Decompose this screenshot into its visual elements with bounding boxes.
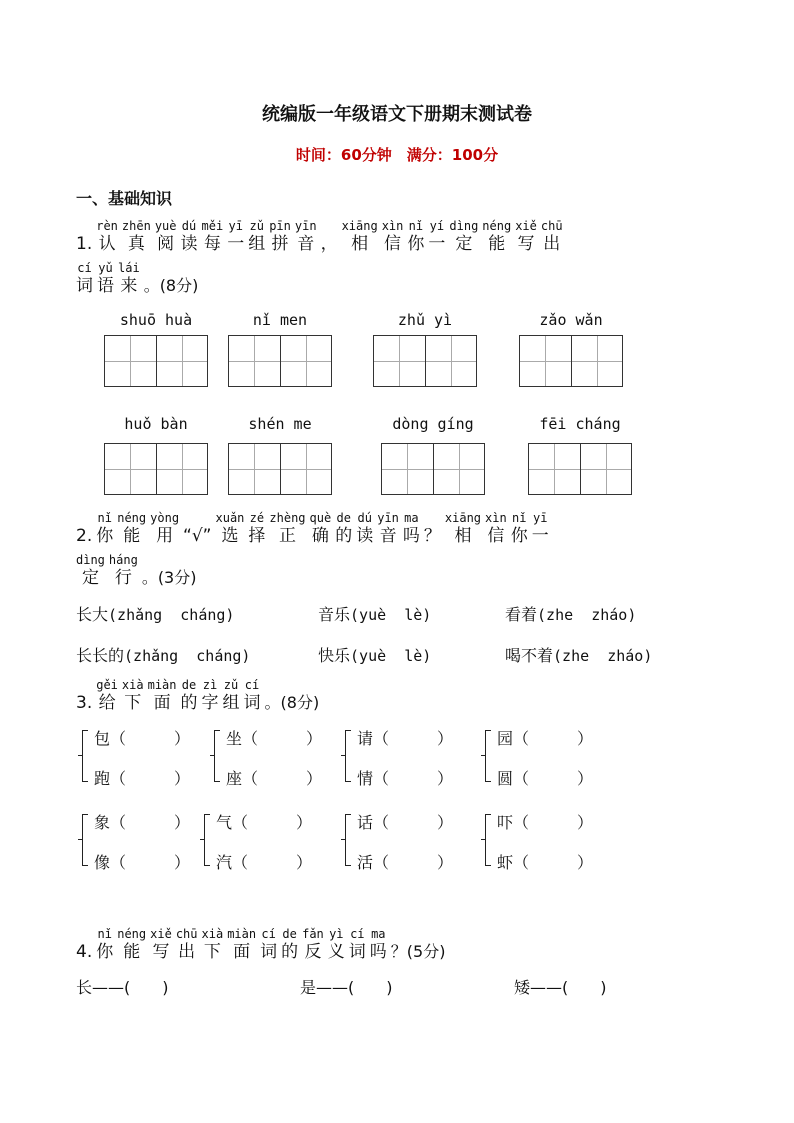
pinyin: néng xyxy=(117,927,147,941)
pinyin-char xyxy=(118,261,140,297)
pinyin: dìng xyxy=(449,219,479,233)
pinyin: miàn xyxy=(227,927,257,941)
hanzi: 2. xyxy=(76,526,93,546)
antonym-blank[interactable]: 是——( ) xyxy=(300,978,393,997)
pinyin-option[interactable] xyxy=(318,643,431,666)
pinyin: xià xyxy=(121,678,144,692)
hanzi: 用 xyxy=(156,526,174,546)
pinyin-char xyxy=(176,927,198,963)
hanzi: 词 xyxy=(348,942,366,962)
page-title: 统编版一年级语文下册期末测试卷 xyxy=(262,104,532,125)
hanzi: 给 xyxy=(98,693,116,713)
hanzi: 你 xyxy=(407,234,425,254)
pinyin: cí xyxy=(261,927,276,941)
pinyin-char xyxy=(202,927,224,963)
pinyin-char xyxy=(76,927,92,963)
hanzi: 你 xyxy=(510,526,528,546)
pinyin: yīn xyxy=(377,511,399,525)
writing-grid[interactable] xyxy=(519,335,623,387)
pinyin: zǔ xyxy=(249,219,264,233)
word-group xyxy=(345,810,465,870)
pinyin-char xyxy=(97,261,114,297)
pinyin: yī xyxy=(532,511,548,525)
writing-grid[interactable] xyxy=(104,335,208,387)
pinyin: dìng xyxy=(76,553,105,567)
q2-line2-words xyxy=(76,553,142,589)
hanzi: 的 xyxy=(335,526,353,546)
pinyin: xiě xyxy=(515,219,537,233)
pinyin: yòng xyxy=(150,511,180,525)
box-label: shuō huà xyxy=(119,311,193,329)
pinyin: xià xyxy=(201,927,224,941)
hanzi: 认 xyxy=(98,234,116,254)
pinyin: háng xyxy=(108,553,138,567)
pinyin: yī xyxy=(228,219,243,233)
pinyin: zé xyxy=(249,511,265,525)
hanzi: 选 xyxy=(221,526,239,546)
box-label: nǐ men xyxy=(252,311,308,329)
hanzi: ？ xyxy=(423,526,441,546)
hanzi: 每 xyxy=(203,234,221,254)
option-pinyin: (yuè lè) xyxy=(350,606,432,624)
hanzi: 的 xyxy=(281,942,299,962)
pinyin-char xyxy=(122,219,151,255)
word-blank[interactable]: 座（ ） xyxy=(226,769,323,788)
hanzi: 你 xyxy=(96,942,114,962)
pinyin-char xyxy=(260,927,277,963)
hanzi: 定 xyxy=(455,234,473,254)
pinyin: xiāng xyxy=(444,511,482,525)
pinyin-char xyxy=(122,678,144,714)
option-word: 长长的 xyxy=(76,646,125,665)
hanzi: 反 xyxy=(304,942,322,962)
pinyin-char xyxy=(532,511,549,547)
pinyin: yīn xyxy=(294,219,317,233)
pinyin: nǐ xyxy=(97,511,112,525)
hanzi: 面 xyxy=(153,693,171,713)
option-word: 快乐 xyxy=(318,646,351,665)
box-label: shén me xyxy=(248,415,312,433)
hanzi: ， xyxy=(320,234,338,254)
pinyin-char xyxy=(541,219,563,255)
pinyin-char xyxy=(310,511,332,547)
pinyin-char xyxy=(181,219,198,255)
pinyin: chū xyxy=(540,219,563,233)
section-basic-knowledge: 一、基础知识 xyxy=(76,189,173,208)
pinyin-char xyxy=(109,553,138,589)
pinyin: què xyxy=(309,511,332,525)
pinyin: de xyxy=(282,927,297,941)
pinyin-char xyxy=(183,511,211,547)
hanzi: 读 xyxy=(356,526,374,546)
pinyin: néng xyxy=(117,511,147,525)
pinyin-char xyxy=(281,927,298,963)
pinyin: yǔ xyxy=(98,261,113,275)
pinyin: nǐ xyxy=(408,219,424,233)
pinyin-char xyxy=(76,511,92,547)
pinyin-char xyxy=(202,678,219,714)
writing-grid[interactable] xyxy=(104,443,208,495)
pinyin-char xyxy=(76,219,92,255)
word-blank[interactable]: 虾（ ） xyxy=(497,853,594,872)
pinyin-char xyxy=(96,927,113,963)
word-blank[interactable]: 像（ ） xyxy=(94,853,191,872)
pinyin: zhēn xyxy=(121,219,151,233)
q4-line1-words xyxy=(76,927,391,963)
pinyin-option[interactable] xyxy=(76,643,250,666)
pinyin-char xyxy=(321,219,338,255)
pinyin: pīn xyxy=(269,219,291,233)
word-group xyxy=(485,726,605,786)
q3-points: 。(8分) xyxy=(264,693,320,712)
writing-grid[interactable] xyxy=(228,335,332,387)
hanzi: 组 xyxy=(248,234,266,254)
pinyin: yí xyxy=(429,219,445,233)
q1-line1 xyxy=(76,219,567,255)
word-group xyxy=(345,726,465,786)
pinyin-char xyxy=(96,219,118,255)
box-label: huǒ bàn xyxy=(124,415,188,433)
pinyin-char xyxy=(269,219,291,255)
pinyin-char xyxy=(155,219,177,255)
hanzi: 一 xyxy=(428,234,446,254)
pinyin-char xyxy=(342,219,378,255)
hanzi: 出 xyxy=(178,942,196,962)
option-pinyin: (zhǎng cháng) xyxy=(108,606,235,624)
pinyin-option[interactable] xyxy=(505,643,652,666)
writing-grid[interactable] xyxy=(528,443,632,495)
pinyin-char xyxy=(76,678,92,714)
hanzi: 你 xyxy=(96,526,114,546)
pinyin-char xyxy=(328,927,345,963)
antonym-blank[interactable]: 长——( ) xyxy=(76,978,169,997)
q1-line2 xyxy=(76,261,198,297)
pinyin: yuè xyxy=(154,219,177,233)
hanzi: 的 xyxy=(180,693,198,713)
hanzi: 择 xyxy=(248,526,266,546)
pinyin: cí xyxy=(350,927,365,941)
pinyin: rèn xyxy=(96,219,118,233)
brace xyxy=(214,730,223,782)
hanzi: 相 xyxy=(351,234,369,254)
pinyin-char xyxy=(370,927,387,963)
hanzi: 面 xyxy=(233,942,251,962)
brace xyxy=(82,814,91,866)
pinyin: gěi xyxy=(96,678,118,692)
option-word: 长大 xyxy=(76,605,109,624)
box-label: zhǔ yì xyxy=(397,311,453,329)
pinyin-char xyxy=(302,927,324,963)
pinyin-option[interactable] xyxy=(76,602,234,625)
hanzi: 真 xyxy=(127,234,145,254)
pinyin-option[interactable] xyxy=(318,602,431,625)
hanzi: 吗 xyxy=(369,942,387,962)
hanzi: 3. xyxy=(76,693,93,713)
pinyin-char xyxy=(181,678,198,714)
box-label: dòng gíng xyxy=(392,415,474,433)
pinyin-char xyxy=(403,511,420,547)
pinyin-char xyxy=(449,219,478,255)
pinyin: lái xyxy=(118,261,140,275)
pinyin-char xyxy=(428,219,445,255)
pinyin-char xyxy=(269,511,305,547)
hanzi: 阅 xyxy=(157,234,175,254)
word-group xyxy=(204,810,324,870)
hanzi: 能 xyxy=(488,234,506,254)
word-blank[interactable]: 请（ ） xyxy=(357,729,454,748)
hanzi: “√” xyxy=(183,526,212,546)
pinyin: měi xyxy=(201,219,224,233)
pinyin: nǐ xyxy=(511,511,527,525)
hanzi: 义 xyxy=(327,942,345,962)
pinyin: dú xyxy=(181,219,197,233)
q2-points: 。(3分) xyxy=(141,568,197,587)
q2-line2 xyxy=(76,553,196,589)
writing-grid[interactable] xyxy=(381,443,485,495)
pinyin-char xyxy=(349,927,366,963)
word-blank[interactable]: 圆（ ） xyxy=(497,769,594,788)
hanzi: 能 xyxy=(123,942,141,962)
pinyin: néng xyxy=(482,219,512,233)
word-group xyxy=(214,726,334,786)
hanzi: 语 xyxy=(97,276,114,296)
word-blank[interactable]: 吓（ ） xyxy=(497,813,594,832)
option-word: 喝不着 xyxy=(505,646,554,665)
pinyin: zì xyxy=(202,678,218,692)
hanzi: 正 xyxy=(278,526,296,546)
q3-line1-words xyxy=(76,678,265,714)
pinyin: miàn xyxy=(147,678,177,692)
word-group xyxy=(485,810,605,870)
word-blank[interactable]: 活（ ） xyxy=(357,853,454,872)
hanzi: 词 xyxy=(260,942,278,962)
pinyin-char xyxy=(96,511,113,547)
pinyin: zhèng xyxy=(269,511,306,525)
pinyin-char xyxy=(202,219,224,255)
pinyin: ma xyxy=(371,927,386,941)
brace xyxy=(485,730,494,782)
q4-line1 xyxy=(76,927,445,963)
hanzi: 读 xyxy=(180,234,198,254)
pinyin-char xyxy=(485,511,507,547)
word-blank[interactable]: 情（ ） xyxy=(357,769,454,788)
option-pinyin: (zhe zháo) xyxy=(537,606,637,624)
hanzi: 组 xyxy=(222,693,240,713)
pinyin-char xyxy=(223,678,240,714)
hanzi: 能 xyxy=(123,526,141,546)
pinyin: xìn xyxy=(381,219,404,233)
pinyin-char xyxy=(244,678,261,714)
pinyin-char xyxy=(382,219,404,255)
writing-grid[interactable] xyxy=(373,335,477,387)
pinyin: xìn xyxy=(485,511,507,525)
hanzi: 字 xyxy=(201,693,219,713)
word-blank[interactable]: 包（ ） xyxy=(94,729,191,748)
q2-line1 xyxy=(76,511,553,547)
pinyin-char xyxy=(76,261,93,297)
word-blank[interactable]: 气（ ） xyxy=(216,813,313,832)
word-group xyxy=(82,810,202,870)
option-pinyin: (zhǎng cháng) xyxy=(124,647,251,665)
hanzi: 写 xyxy=(152,942,170,962)
pinyin-char xyxy=(248,511,265,547)
hanzi: 词 xyxy=(243,693,261,713)
word-blank[interactable]: 汽（ ） xyxy=(216,853,313,872)
pinyin-char xyxy=(96,678,118,714)
pinyin: chū xyxy=(175,927,198,941)
hanzi: 写 xyxy=(517,234,535,254)
q1-points: 。(8分) xyxy=(143,276,199,295)
hanzi: 4. xyxy=(76,942,93,962)
pinyin-char xyxy=(227,927,256,963)
hanzi: 确 xyxy=(311,526,329,546)
hanzi: 下 xyxy=(124,693,142,713)
word-blank[interactable]: 跑（ ） xyxy=(94,769,191,788)
hanzi: 音 xyxy=(379,526,397,546)
option-pinyin: (zhe zháo) xyxy=(553,647,653,665)
hanzi: 出 xyxy=(543,234,561,254)
brace xyxy=(485,814,494,866)
pinyin-char xyxy=(356,511,373,547)
option-word: 音乐 xyxy=(318,605,351,624)
pinyin-option[interactable] xyxy=(505,602,636,625)
pinyin: xiě xyxy=(150,927,172,941)
pinyin-char xyxy=(407,219,424,255)
pinyin: de xyxy=(181,678,197,692)
hanzi: 下 xyxy=(203,942,221,962)
pinyin-char xyxy=(295,219,317,255)
hanzi: 信 xyxy=(384,234,402,254)
hanzi: 词 xyxy=(76,276,93,296)
brace xyxy=(82,730,91,782)
pinyin-char xyxy=(150,511,179,547)
pinyin: xiāng xyxy=(341,219,378,233)
pinyin-char xyxy=(511,511,528,547)
word-blank[interactable]: 象（ ） xyxy=(94,813,191,832)
hanzi: 1. xyxy=(76,234,93,254)
option-word: 看着 xyxy=(505,605,538,624)
pinyin-char xyxy=(227,219,244,255)
word-group xyxy=(82,726,202,786)
pinyin: cí xyxy=(244,678,260,692)
pinyin: cí xyxy=(77,261,92,275)
pinyin-char xyxy=(377,511,399,547)
pinyin: dú xyxy=(357,511,372,525)
pinyin: xuǎn xyxy=(215,511,245,525)
antonym-blank[interactable]: 矮——( ) xyxy=(514,978,607,997)
q4-points: ？(5分) xyxy=(390,942,446,961)
pinyin-char xyxy=(515,219,537,255)
q3-line1 xyxy=(76,678,319,714)
writing-grid[interactable] xyxy=(228,443,332,495)
hanzi: 音 xyxy=(297,234,315,254)
brace xyxy=(204,814,213,866)
pinyin: de xyxy=(336,511,351,525)
hanzi: 信 xyxy=(487,526,505,546)
word-blank[interactable]: 坐（ ） xyxy=(226,729,323,748)
pinyin-char xyxy=(335,511,352,547)
word-blank[interactable]: 园（ ） xyxy=(497,729,594,748)
hanzi: 一 xyxy=(531,526,549,546)
pinyin-char xyxy=(248,219,265,255)
pinyin: zǔ xyxy=(223,678,239,692)
hanzi: 一 xyxy=(227,234,245,254)
brace xyxy=(345,814,354,866)
option-pinyin: (yuè lè) xyxy=(350,647,432,665)
pinyin-char xyxy=(482,219,511,255)
pinyin-char xyxy=(216,511,245,547)
pinyin-char xyxy=(424,511,441,547)
box-label: zǎo wǎn xyxy=(539,311,603,329)
pinyin: yì xyxy=(329,927,344,941)
q1-line2-words xyxy=(76,261,144,297)
pinyin-char xyxy=(150,927,172,963)
pinyin-char xyxy=(76,553,105,589)
pinyin: ma xyxy=(404,511,419,525)
box-label: fēi cháng xyxy=(539,415,621,433)
pinyin-char xyxy=(117,511,146,547)
hanzi: 定 xyxy=(81,568,99,588)
pinyin-char xyxy=(445,511,481,547)
pinyin-char xyxy=(117,927,146,963)
brace xyxy=(345,730,354,782)
pinyin: nǐ xyxy=(97,927,112,941)
pinyin: fǎn xyxy=(302,927,324,941)
word-blank[interactable]: 话（ ） xyxy=(357,813,454,832)
pinyin-char xyxy=(148,678,177,714)
hanzi: 来 xyxy=(120,276,138,296)
hanzi: 行 xyxy=(114,568,132,588)
hanzi: 相 xyxy=(454,526,472,546)
hanzi: 吗 xyxy=(402,526,420,546)
hanzi: 拼 xyxy=(271,234,289,254)
exam-time-score: 时间：60分钟 满分：100分 xyxy=(295,146,499,164)
